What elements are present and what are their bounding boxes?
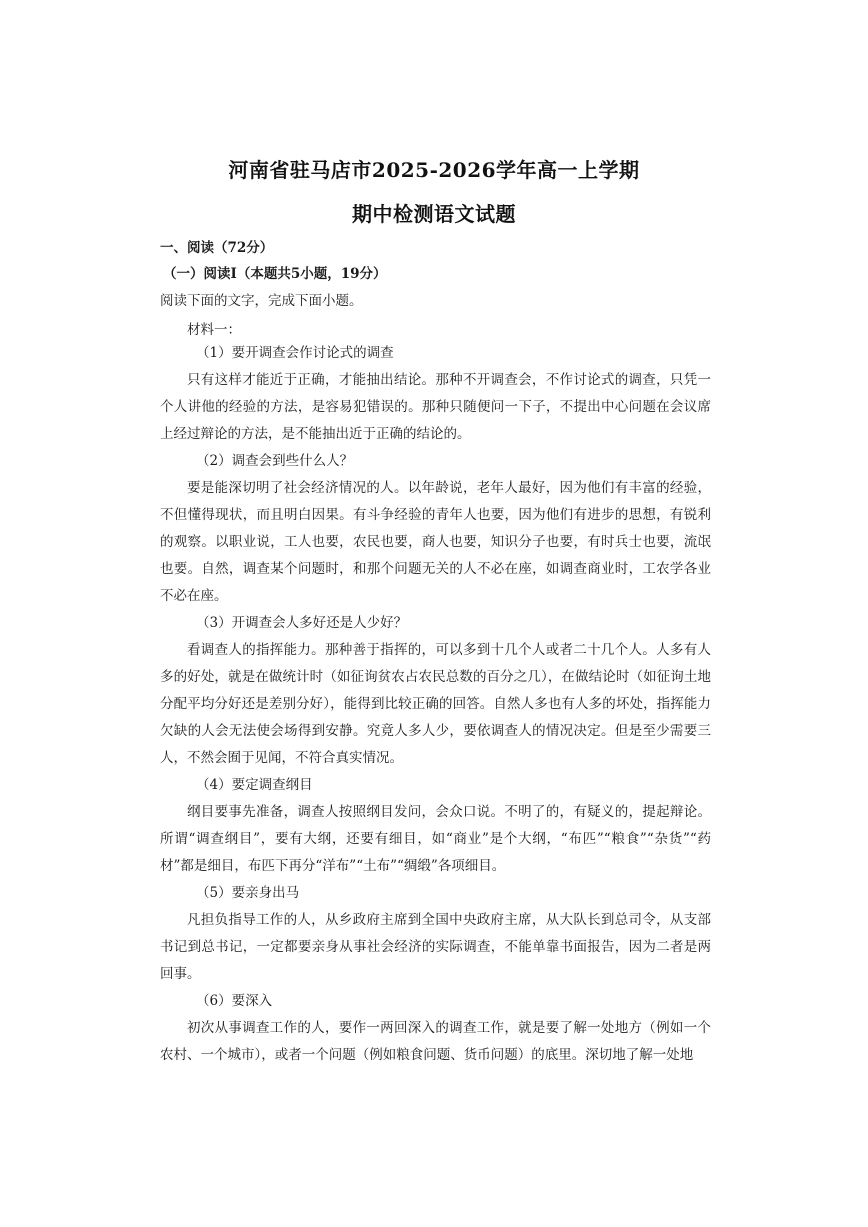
sub-heading: （一）阅读Ⅰ（本题共5小题，19分） (163, 266, 387, 282)
document-subtitle: 期中检测语文试题 (352, 202, 516, 226)
point-heading: （1）要开调查会作讨论式的调查 (196, 345, 394, 361)
paragraph: 凡担负指导工作的人，从乡政府主席到全国中央政府主席，从大队长到总司令，从支部书记到总书记，一定都要亲身从事社会经济的实际调查，不能单靠书面报告，因为二者是两回事。 (160, 912, 711, 982)
point-heading: （5）要亲身出马 (196, 885, 300, 901)
paragraph: 只有这样才能近于正确，才能抽出结论。那种不开调查会，不作讨论式的调查，只凭一个人讲他的经验的方法，是容易犯错误的。那种只随便问一下子，不提出中心问题在会议席上经过辩论的方法，是不能抽出近于正确的结论的。 (160, 372, 711, 442)
paragraph: 纲目要事先准备，调查人按照纲目发问，会众口说。不明了的，有疑义的，提起辩论。所谓“调查纲目”，要有大纲，还要有细目，如“商业”是个大纲，“布匹”“粮食”“杂货”“药材”都是细目，布匹下再分“洋布”“土布”“绸缎”各项细目。 (160, 804, 711, 874)
point-heading: （2）调查会到些什么人？ (196, 453, 354, 469)
reading-instruction: 阅读下面的文字，完成下面小题。 (160, 293, 363, 309)
point-heading: （6）要深入 (196, 993, 273, 1009)
point-heading: （3）开调查会人多好还是人少好？ (196, 615, 408, 631)
section-heading: 一、阅读（72分） (160, 240, 274, 256)
paragraph: 初次从事调查工作的人，要作一两回深入的调查工作，就是要了解一处地方（例如一个农村、一个城市），或者一个问题（例如粮食问题、货币问题）的底里。深切地了解一处地 (160, 1020, 711, 1063)
material-label: 材料一： (187, 322, 241, 338)
document-title: 河南省驻马店市2025-2026学年高一上学期 (228, 158, 640, 182)
material-body (160, 340, 711, 1069)
paragraph: 看调查人的指挥能力。那种善于指挥的，可以多到十几个人或者二十几个人。人多有人多的好处，就是在做统计时（如征询贫农占农民总数的百分之几），在做结论时（如征询土地分配平均分好还是差别分好），能得到比较正确的回答。自然人多也有人多的坏处，指挥能力欠缺的人会无法使会场得到安静。究竟人多人少，要依调查人的情况决定。但是至少需要三人，不然会囿于见闻，不符合真实情况。 (160, 642, 711, 766)
paragraph: 要是能深切明了社会经济情况的人。以年龄说，老年人最好，因为他们有丰富的经验，不但懂得现状，而且明白因果。有斗争经验的青年人也要，因为他们有进步的思想，有锐利的观察。以职业说，工人也要，农民也要，商人也要，知识分子也要，有时兵士也要，流氓也要。自然，调查某个问题时，和那个问题无关的人不必在座，如调查商业时，工农学各业不必在座。 (160, 480, 711, 604)
point-heading: （4）要定调查纲目 (196, 777, 313, 793)
